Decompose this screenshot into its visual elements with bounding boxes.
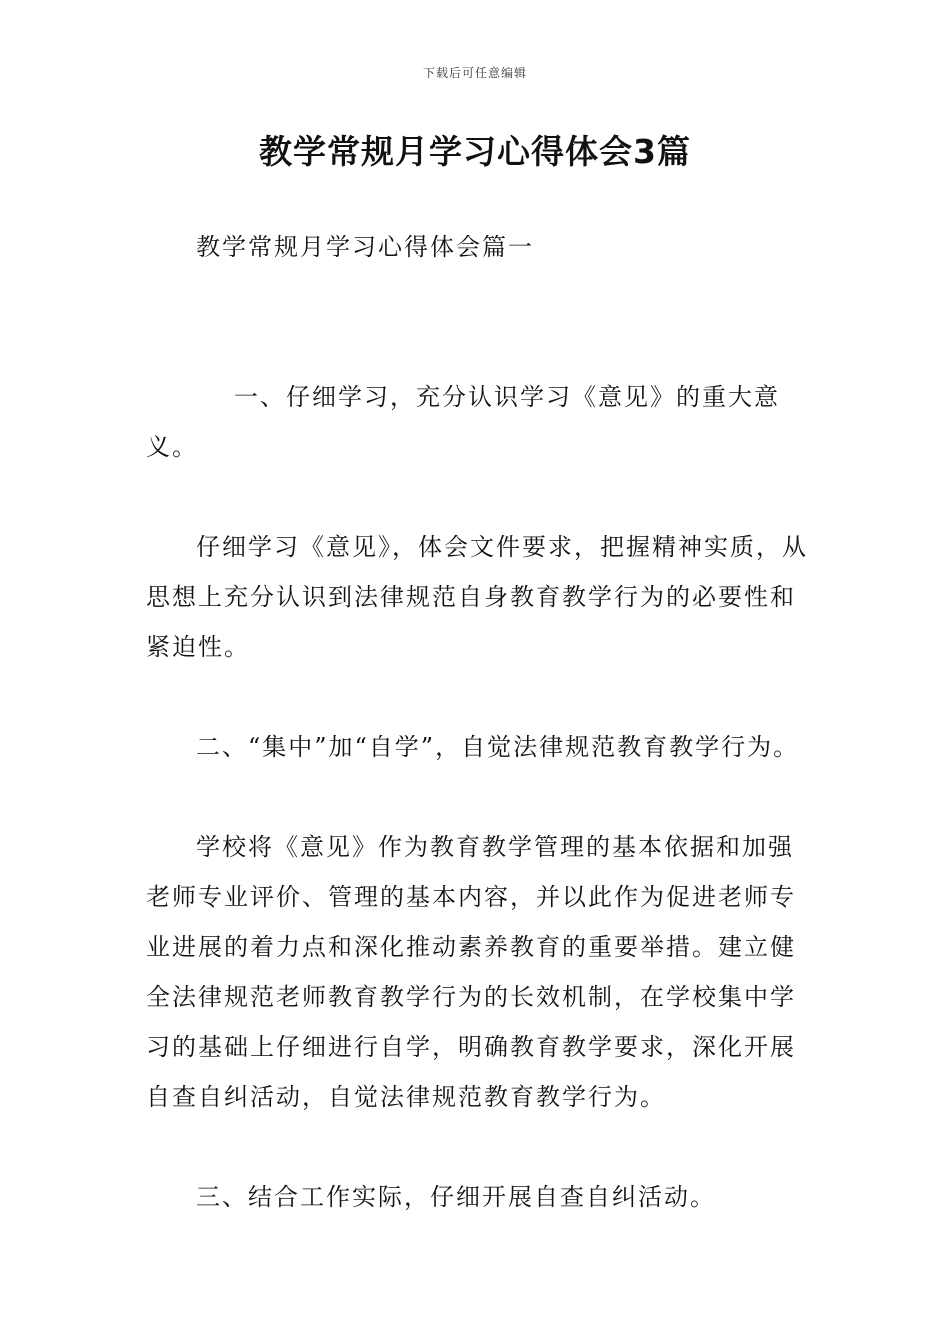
paragraph-body-2: 学校将《意见》作为教育教学管理的基本依据和加强老师专业评价、管理的基本内容，并以此作为促进老师专业进展的着力点和深化推动素养教育的重要举措。建立健全法律规范老师教育教学行为的长效机制，在学校集中学习的基础上仔细进行自学，明确教育教学要求，深化开展自查自纠活动，自觉法律规范教育教学行为。 xyxy=(146,833,796,1111)
document-body xyxy=(146,222,812,1222)
paragraph-heading-1: 一、仔细学习，充分认识学习《意见》的重大意义。 xyxy=(146,383,780,461)
header-note: 下载后可任意编辑 xyxy=(422,66,527,80)
paragraph-heading-2: 二、“集中”加“自学”，自觉法律规范教育教学行为。 xyxy=(196,733,800,761)
section-subtitle: 教学常规月学习心得体会篇一 xyxy=(196,233,534,261)
paragraph-body-1: 仔细学习《意见》，体会文件要求，把握精神实质，从思想上充分认识到法律规范自身教育教学行为的必要性和紧迫性。 xyxy=(146,533,808,661)
document-title: 教学常规月学习心得体会3篇 xyxy=(259,132,691,171)
paragraph-heading-3: 三、结合工作实际，仔细开展自查自纠活动。 xyxy=(196,1183,716,1211)
